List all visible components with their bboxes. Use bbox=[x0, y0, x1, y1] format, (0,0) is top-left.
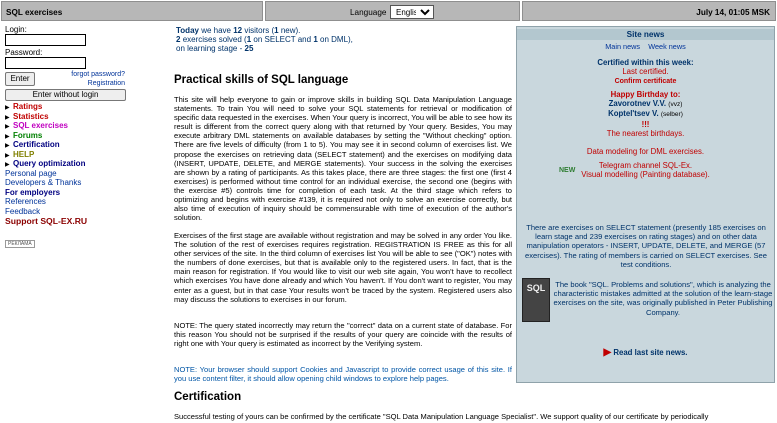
arrow-icon: ▶ bbox=[5, 114, 10, 121]
birthday-nick: (selber) bbox=[660, 111, 683, 119]
site-title: SQL exercises bbox=[1, 1, 263, 21]
exercises-info-text: There are exercises on SELECT statement (presently 185 exercises on learn stage and 239 exercises on rating stages) and on other data manipulation operators - INSERT, UPDATE, DELETE, and MERGE (57 exercises). The rating of members is carried on SELECT exercises. See test conditions. bbox=[525, 223, 767, 269]
menu-item-personal-page[interactable] bbox=[5, 169, 87, 179]
arrow-icon: ▶ bbox=[5, 133, 10, 140]
forgot-password-link[interactable]: forgot password? bbox=[71, 71, 125, 78]
certification-heading: Certification bbox=[174, 391, 242, 403]
date-time: July 14, 01:05 MSK bbox=[522, 1, 776, 21]
language-label: Language bbox=[350, 8, 387, 17]
sidebar bbox=[0, 22, 166, 423]
menu-item-label: Forums bbox=[13, 130, 43, 140]
birthday-exclamation: !!! bbox=[641, 119, 650, 129]
stats-learning-count: 25 bbox=[244, 44, 254, 53]
menu-item-label: HELP bbox=[13, 149, 35, 159]
language-bar bbox=[265, 1, 520, 21]
stats-text: on DML), bbox=[320, 35, 353, 44]
data-modeling-link[interactable]: Data modeling for DML exercises. bbox=[586, 147, 705, 157]
menu-item-query-optimization[interactable] bbox=[5, 159, 87, 169]
menu-item-label: SQL exercises bbox=[13, 121, 69, 130]
intro-paragraph: This site will help everyone to gain or improve skills in building SQL Data Manipulation Language statements. To train You will need to solve your SQL statements for retrieval or modification of specific data requested in the exercises. When Your query is incorrect, You will be able to see how its result is different from the correct query along with that returned by Your query. Besides, You may execute arbitrary DML statements on available databases by setting the "Without checking" option. There are five levels of difficulty (from 1 to 5). You may see it in second column of exercises list. We propose the exercises on retrieving data (SELECT statement) and the exercises on modifying data (INSERT, UPDATE, DELETE, and MERGE statements). Your success in the solving the exercises are shown by a rating of participants. As this takes place, there are three stages: the first one (first 4 exercises) is performed without time control for an individual exercise, the second one (begins with the exercise #5) controls time for completion of each task. At the third stage which refers to optimizing and begins with exercise #139, it is required not only to solve an exercise correctly, but also time of execution of inquiry should be commensurable with time of execution of the author's solution. bbox=[174, 95, 512, 223]
menu-item-statistics[interactable] bbox=[5, 112, 87, 122]
menu-item-support-sql-ex-ru[interactable] bbox=[5, 217, 87, 227]
registration-paragraph: Exercises of the first stage are available without registration and may be solved in any order You like. The solution of the rest of exercises requires registration. REGISTRATION IS FREE as this for all other services of the site. In the third column of exercises list You will be able to see ("OK") notes with the numbers of done exercises, but that is available only to the registered users. In fact, that is the main reason for registration. If You would like to visit our web site again, You won't have to recollect which exercises You have done already and which You haven't. If You don't want to register, You may enter as a guest, but in that case Your results won't be traced by the system. Registered users also may discuss the solutions to exercises in our forum. bbox=[174, 231, 513, 304]
registration-link[interactable]: Registration bbox=[87, 80, 125, 87]
arrow-icon: ▶ bbox=[5, 152, 10, 159]
menu-item-label: References bbox=[5, 197, 46, 206]
menu-item-label: Statistics bbox=[13, 111, 49, 121]
birthday-person-1 bbox=[517, 99, 774, 109]
menu-item-for-employers[interactable] bbox=[5, 188, 87, 198]
birthday-name[interactable]: Koptel'tsev V. bbox=[608, 109, 659, 119]
arrow-icon: ▶ bbox=[5, 105, 10, 111]
stats-text: exercises solved ( bbox=[182, 35, 247, 44]
password-input[interactable] bbox=[5, 57, 86, 69]
menu-item-help[interactable] bbox=[5, 150, 87, 160]
news-body bbox=[517, 58, 774, 179]
stats-select-count: 1 bbox=[246, 35, 252, 44]
new-badge: NEW bbox=[559, 166, 576, 174]
certification-paragraph: Successful testing of yours can be confirmed by the certificate "SQL Data Manipulation Language Specialist". We support quality of our certificate by periodically bbox=[174, 412, 709, 421]
menu-item-label: Query optimization bbox=[13, 159, 86, 168]
stats-text: visitors ( bbox=[244, 26, 275, 35]
login-label: Login: bbox=[5, 25, 27, 34]
ad-label: РЕКЛАМА bbox=[5, 240, 35, 248]
menu-item-label: Personal page bbox=[5, 168, 57, 178]
stats-new-count: 1 bbox=[274, 26, 279, 35]
stats-line-1 bbox=[176, 26, 353, 35]
arrow-icon: ▶ bbox=[5, 124, 10, 130]
book-cover-image[interactable]: SQL bbox=[522, 278, 550, 322]
week-news-link[interactable]: Week news bbox=[648, 42, 686, 51]
news-links bbox=[517, 42, 774, 51]
menu-item-references[interactable] bbox=[5, 197, 87, 207]
page-title: Practical skills of SQL language bbox=[174, 74, 349, 86]
menu-item-certification[interactable] bbox=[5, 140, 87, 150]
birthday-person-2 bbox=[517, 109, 774, 119]
menu-item-ratings[interactable] bbox=[5, 102, 87, 112]
stats-today: Today bbox=[176, 26, 199, 35]
stats-text: on learning stage - bbox=[176, 44, 243, 53]
book-info-text: The book "SQL. Problems and solutions", which is analyzing the characteristic mistakes admitted at the solution of the learn-stage exercises on the site, was originally published in Peter Publishing Company. bbox=[553, 280, 773, 317]
site-news-title: Site news bbox=[517, 29, 774, 40]
stats-solved-count: 2 bbox=[176, 35, 181, 44]
menu-item-label: Certification bbox=[13, 140, 60, 149]
main-news-link[interactable]: Main news bbox=[605, 42, 641, 51]
certified-title: Certified within this week: bbox=[597, 58, 694, 67]
main-menu bbox=[5, 102, 87, 227]
enter-button[interactable]: Enter bbox=[5, 72, 35, 86]
arrow-icon: ▶ bbox=[603, 347, 612, 358]
birthday-name[interactable]: Zavorotnev V.V. bbox=[608, 99, 667, 109]
birthday-nick: (vvz) bbox=[668, 101, 683, 109]
stats-line-3 bbox=[176, 44, 353, 53]
stats-visitors-count: 12 bbox=[233, 26, 243, 35]
browser-note: NOTE: Your browser should support Cookies and Javascript to provide correct usage of this site. If you use content filter, it should allow opening child windows to explore help pages. bbox=[174, 365, 512, 384]
menu-item-label: For employers bbox=[5, 187, 61, 197]
arrow-icon: ▶ bbox=[5, 143, 10, 149]
read-last-news-link[interactable] bbox=[517, 347, 774, 358]
right-column bbox=[515, 22, 777, 423]
menu-item-label: Support SQL-EX.RU bbox=[5, 216, 88, 226]
note-paragraph: NOTE: The query stated incorrectly may return the "correct" data on a current state of database. For this reason You should not be surprised if the results of your query are coincide with the results of right one with Your query is estimated as incorrect by the Verifying system. bbox=[174, 321, 512, 349]
menu-item-forums[interactable] bbox=[5, 131, 87, 141]
menu-item-sql-exercises[interactable] bbox=[5, 121, 87, 131]
arrow-icon: ▶ bbox=[5, 162, 10, 168]
stats-text: new). bbox=[280, 26, 301, 35]
login-input[interactable] bbox=[5, 34, 86, 46]
confirm-certificate-link[interactable]: Confirm certificate bbox=[614, 77, 677, 85]
menu-item-label: Developers & Thanks bbox=[5, 178, 82, 187]
menu-item-feedback[interactable] bbox=[5, 207, 87, 217]
exercises-info-box bbox=[516, 219, 775, 383]
stats-text: on SELECT and bbox=[253, 35, 312, 44]
stats-text: we have bbox=[201, 26, 231, 35]
telegram-link[interactable]: Telegram channel SQL-Ex. bbox=[598, 160, 693, 170]
menu-item-label: Ratings bbox=[13, 102, 43, 111]
enter-without-login-button[interactable]: Enter without login bbox=[5, 89, 126, 101]
top-bar bbox=[0, 0, 777, 22]
menu-item-developers-thanks[interactable] bbox=[5, 178, 87, 188]
read-last-news-label[interactable]: Read last site news. bbox=[613, 348, 688, 357]
nearest-birthdays-link[interactable]: The nearest birthdays. bbox=[606, 129, 685, 139]
visual-modelling-link[interactable]: Visual modelling (Painting database). bbox=[581, 169, 710, 179]
stats-line-2 bbox=[176, 35, 353, 44]
language-select[interactable] bbox=[390, 5, 434, 19]
stats-dml-count: 1 bbox=[313, 35, 318, 44]
birthday-title: Happy Birthday to: bbox=[610, 89, 681, 99]
password-label: Password: bbox=[5, 48, 43, 57]
visitor-stats bbox=[176, 26, 353, 53]
menu-item-label: Feedback bbox=[5, 206, 41, 216]
last-certified-link[interactable]: Last certified. bbox=[622, 67, 669, 77]
